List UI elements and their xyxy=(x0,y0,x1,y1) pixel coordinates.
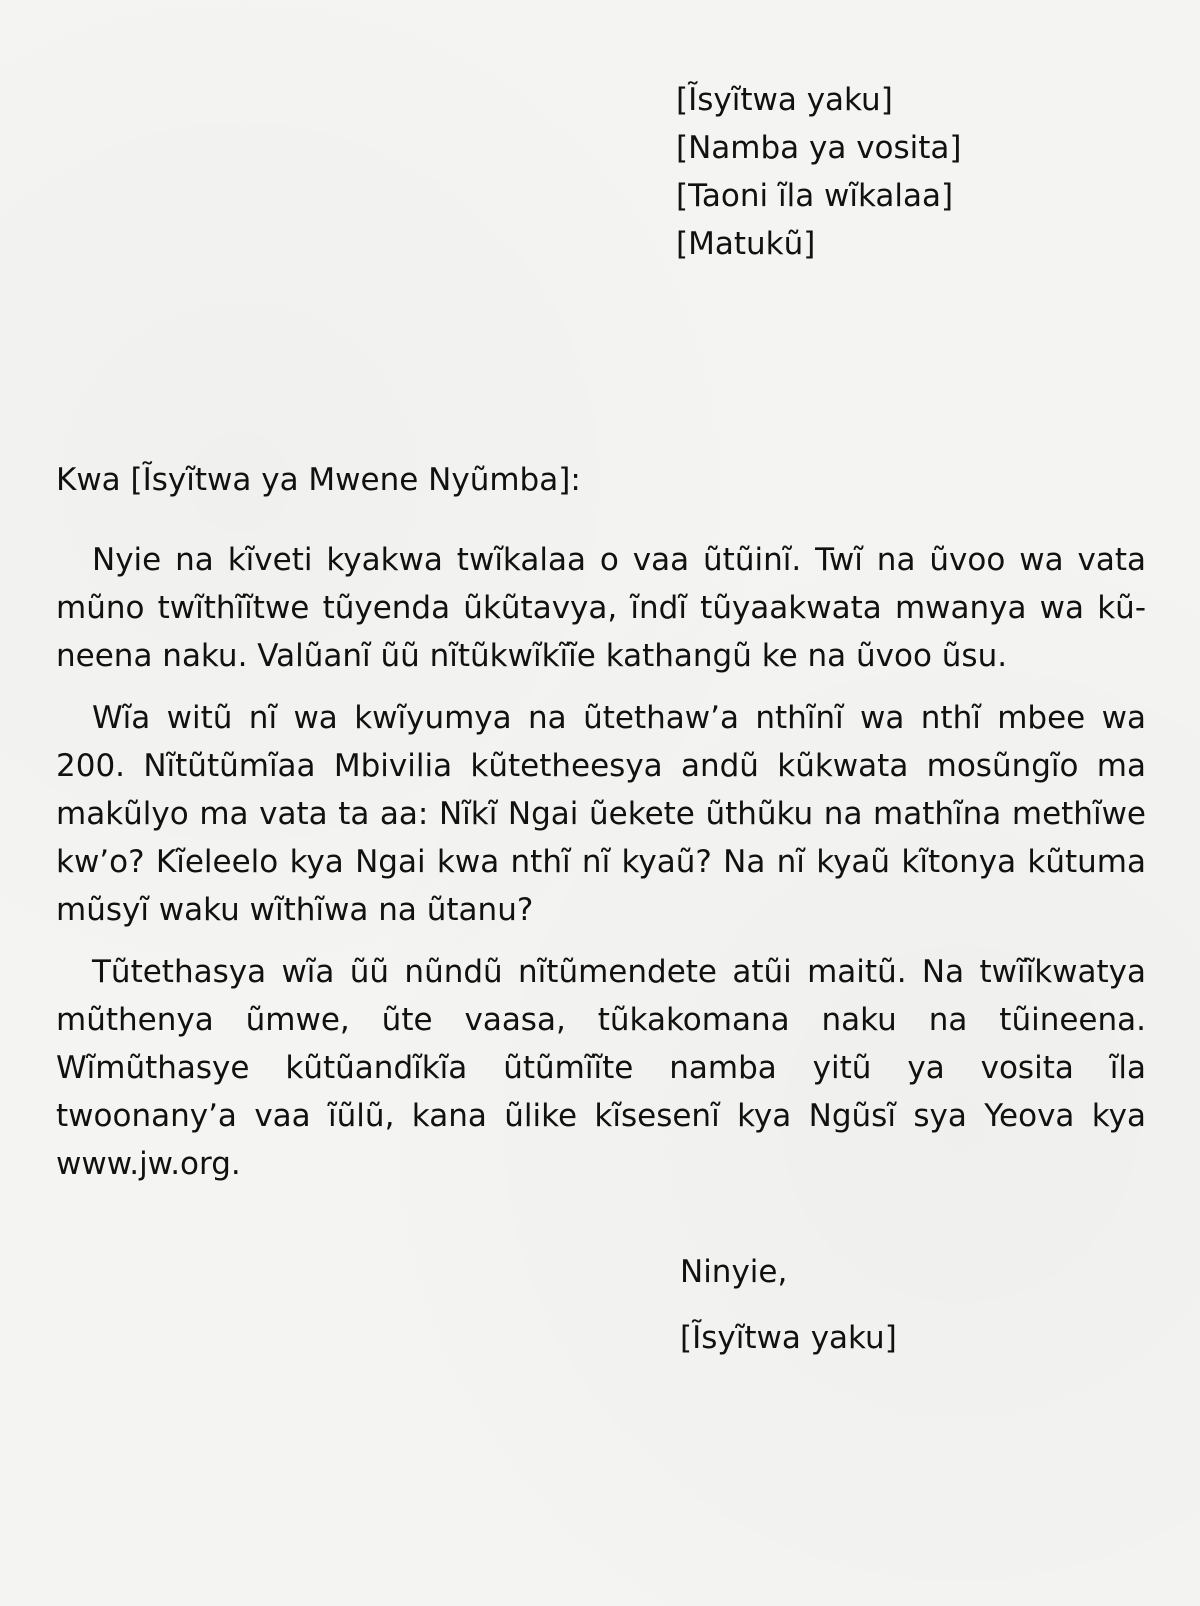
closing-signature-name: [Ĩsyĩtwa yaku] xyxy=(680,1320,897,1356)
closing-signoff: Ninyie, xyxy=(680,1254,788,1290)
sender-town: [Taoni ĩla wĩkalaa] xyxy=(676,178,954,214)
closing-block xyxy=(680,1248,897,1362)
body-paragraph-1: Nyie na kĩveti kyakwa twĩkalaa o vaa ũtũinĩ. Twĩ na ũvoo wa vata mũno twĩthĩĩtwe tũyenda ũkũtavya, ĩndĩ tũyaakwata mwanya wa kũneena naku. Valũanĩ ũũ nĩtũkwĩkĩĩe kathangũ ke na ũvoo ũsu. xyxy=(56,542,1146,674)
salutation: Kwa [Ĩsyĩtwa ya Mwene Nyũmba]: xyxy=(56,462,581,498)
body-paragraph-3: Tũtethasya wĩa ũũ nũndũ nĩtũmendete atũi maitũ. Na twĩĩkwatya mũthenya ũmwe, ũte vaasa, tũkakomana naku na tũineena. Wĩmũthasye kũtũandĩkĩa ũtũmĩĩte namba yitũ ya vosita ĩla twoonany’a vaa ĩũlũ, kana ũlike kĩsesenĩ kya Ngũsĩ sya Yeova kya www.jw.org. xyxy=(56,954,1146,1182)
body-paragraph-2: Wĩa witũ nĩ wa kwĩyumya na ũtethaw’a nthĩnĩ wa nthĩ mbee wa 200. Nĩtũtũmĩaa Mbivilia kũtetheesya andũ kũkwata mosũngĩo ma makũlyo ma vata ta aa: Nĩkĩ Ngai ũekete ũthũku na mathĩna methĩwe kw’o? Kĩeleelo kya Ngai kwa nthĩ nĩ kyaũ? Na nĩ kyaũ kĩtonya kũtuma mũsyĩ waku wĩthĩwa na ũtanu? xyxy=(56,700,1146,928)
sender-name: [Ĩsyĩtwa yaku] xyxy=(676,82,893,118)
letter-date: [Matukũ] xyxy=(676,226,816,262)
sender-po-box: [Namba ya vosita] xyxy=(676,130,962,166)
sender-address-block xyxy=(676,76,962,268)
letter-body xyxy=(56,536,1146,1202)
